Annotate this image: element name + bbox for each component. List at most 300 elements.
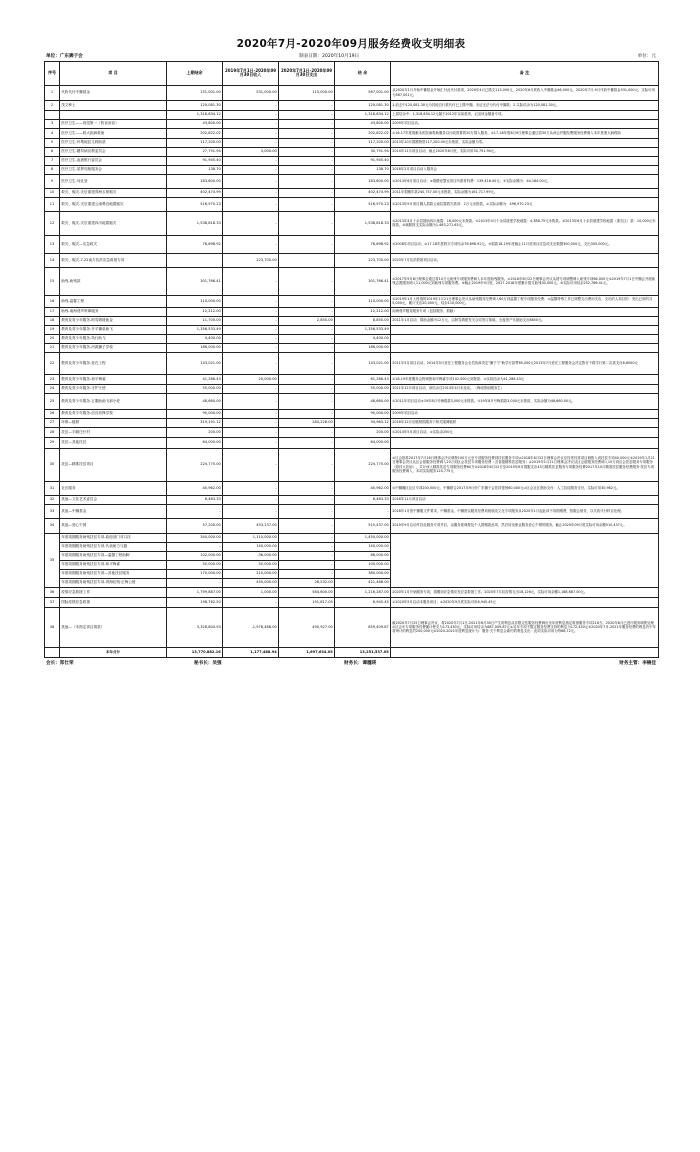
row-remark: 2013年10月捐赠物资117,200.00元未拨款，实际金额为零。 <box>391 138 659 147</box>
row-balance: 30,791.94 <box>335 147 391 156</box>
row-income: - <box>223 128 279 138</box>
table-row <box>45 334 659 343</box>
row-seq: 17 <box>45 307 60 316</box>
row-balance: 55,000.00 <box>335 384 391 393</box>
row-seq: 12 <box>45 211 60 235</box>
total-seq <box>45 647 60 657</box>
row-opening: 76,698.92 <box>167 235 223 253</box>
row-opening: 516,970.23 <box>167 197 223 211</box>
row-remark: ①18-19年度服务会拨调拨和平梅睿专项102,000元到拨款；②实际结余为41,286.43元 <box>391 374 659 384</box>
row-expense: - <box>279 542 335 551</box>
row-seq: 6 <box>45 147 60 156</box>
row-balance: 380,000.00 <box>335 569 391 578</box>
row-opening: 50,000.00 <box>167 560 223 569</box>
row-income: -1,978,468.00 <box>223 607 279 647</box>
row-expense: - <box>279 325 335 334</box>
row-income: - <box>223 325 279 334</box>
row-income: - <box>223 409 279 418</box>
row-income: - <box>223 481 279 495</box>
row-income: - <box>223 235 279 253</box>
row-seq: 10 <box>45 188 60 197</box>
row-expense: - <box>279 393 335 409</box>
row-income: - <box>223 418 279 427</box>
row-balance: 402,474.99 <box>335 188 391 197</box>
row-item: 教育及青少年服务-爱在工程 <box>60 352 167 374</box>
total-remark <box>391 647 659 657</box>
row-remark <box>391 343 659 352</box>
row-item: 医疗卫生——视觉第一（防盲治盲） <box>60 119 167 128</box>
row-item: 环保—植树 <box>60 418 167 427</box>
row-seq: 11 <box>45 197 60 211</box>
row-remark: 1.前去中120,081.30元为其他自行款代付已上缴中狮。未证无法为代付中狮款；2.实际结余为120,081.30元。 <box>391 100 659 110</box>
row-income: - <box>223 295 279 307</box>
table-row <box>45 409 659 418</box>
row-item: 救灾、赈灾-灾后重建青海玉树赈灾 <box>60 188 167 197</box>
row-opening: 224,775.00 <box>167 448 223 481</box>
row-balance: 140,000.00 <box>335 542 391 551</box>
row-remark: 2014年11月项目启动，截止2020年6月底，实际可用30,791.94元。 <box>391 147 659 156</box>
row-seq: 23 <box>45 374 60 384</box>
total-row <box>45 647 659 657</box>
row-expense: - <box>279 374 335 384</box>
row-opening: - <box>167 504 223 518</box>
table-header-row <box>45 62 659 86</box>
row-remark: ①2008年项目启动；②17-18年度救灾专项结余76,698.92元。③捐款18-19年度截止11月底项目应急项支出数据300,000元，支出300,000元。 <box>391 235 659 253</box>
row-income: - <box>223 197 279 211</box>
total-label: 本年合计 <box>60 647 167 657</box>
row-seq: 37 <box>45 597 60 607</box>
row-seq: 29 <box>45 437 60 448</box>
row-income: 50,000.00 <box>223 560 279 569</box>
row-balance: 1,216,287.00 <box>335 587 391 597</box>
row-expense: - <box>279 147 335 156</box>
row-opening: 340,000.00 <box>167 533 223 542</box>
table-row <box>45 165 659 174</box>
row-income: - <box>223 119 279 128</box>
row-balance: 61,286.43 <box>335 374 391 384</box>
row-item: 救灾、赈灾—应急救灾 <box>60 235 167 253</box>
row-seq: 36 <box>45 587 60 597</box>
row-opening: 4,400.00 <box>167 334 223 343</box>
row-income: -36,000.00 <box>223 551 279 560</box>
row-expense: - <box>279 569 335 578</box>
row-balance: 138.70 <box>335 165 391 174</box>
row-expense: - <box>279 307 335 316</box>
row-expense: - <box>279 409 335 418</box>
table-row <box>45 518 659 533</box>
row-balance: 64,000.00 <box>335 437 391 448</box>
row-item <box>60 110 167 119</box>
row-remark: ①2013年4月十余县援助四川地震：16,000元未拨款。②2013年4月十余县援建学校地震：4,388.75元未拨款。③2013年6月十余县援建学校地震（重灾区）款：10,000元未拨款。④减除拨支实际余额为1,463,271.63元。 <box>391 211 659 235</box>
table-body <box>45 85 659 647</box>
table-row <box>45 100 659 110</box>
row-opening: 319,191.12 <box>167 418 223 427</box>
header-income: 2019年7月1日-2020年09月30日收入 <box>223 62 279 86</box>
row-opening: 1,538,818.33 <box>167 211 223 235</box>
row-item: 年度周期服务助残扶贫专项-和平梅睿 <box>60 560 167 569</box>
row-item: 助残-南海聋声听障服务 <box>60 307 167 316</box>
table-row <box>45 267 659 295</box>
row-seq: 25 <box>45 393 60 409</box>
row-income: - <box>223 165 279 174</box>
row-opening: 90,000.00 <box>167 409 223 418</box>
table-row <box>45 211 659 235</box>
president-signature: 会长：郑仕荣 <box>46 660 74 666</box>
row-remark <box>391 533 659 587</box>
row-item: 救灾、赈灾-灾后重建四川地震赈灾 <box>60 211 167 235</box>
row-item: 医疗卫生-母乳爱 <box>60 174 167 188</box>
row-seq: 34 <box>45 518 60 533</box>
table-row <box>45 147 659 156</box>
row-opening: - <box>167 542 223 551</box>
row-expense: - <box>279 235 335 253</box>
row-expense: - <box>279 560 335 569</box>
row-expense: - <box>279 174 335 188</box>
row-remark: 上届结余中：1,318,634.12元属于2012年以前款项，记录该金额备专项。 <box>391 110 659 119</box>
row-expense: - <box>279 211 335 235</box>
row-remark: 截2020年7月25日理事会决议，将2020年7月1日-2021年6月30日产生的利息从非限定性服务经费调出至年度利息指定救援服务专项216万。2020年6月已进行服务调拨处理①区会年专项服务经费累计使支为173,430元，实际可用结余为687,009.87元②另年专项不限定服务经费支持的利息为172,430元③2020年7月-2021年服务经费的利息有中年将审计的利息约200,000元④2020-2021年度利息统计为：服务·关于利息合新约的利息支出：此项实际可用为每68,72元。 <box>391 607 659 647</box>
row-balance: 43,800.00 <box>335 119 391 128</box>
row-income: - <box>223 174 279 188</box>
row-item: 年度周期服务助残扶贫专项-青海抗残·正梅公援 <box>60 578 167 587</box>
row-income: - <box>223 437 279 448</box>
row-remark: 2018年1月按中狮服文件要求，中狮基金、中狮资以服务经费项统收改文北专项服务从2020年1月起此项不再捐赠费，按服会财务，以代收代付科目处理。 <box>391 504 659 518</box>
row-item: 医疗卫生——救大疾病救助 <box>60 128 167 138</box>
header-opening: 上期结余 <box>167 62 223 86</box>
table-row <box>45 307 659 316</box>
row-opening: 57,200.00 <box>167 518 223 533</box>
row-opening: 402,474.99 <box>167 188 223 197</box>
table-row <box>45 316 659 325</box>
row-balance: 120,081.30 <box>335 100 391 110</box>
row-expense: - <box>279 334 335 343</box>
row-expense: - <box>279 267 335 295</box>
table-row <box>45 437 659 448</box>
table-row <box>45 138 659 147</box>
row-seq: 16 <box>45 295 60 307</box>
row-balance: - <box>335 504 391 518</box>
table-row <box>45 253 659 267</box>
row-item: 医疗卫生-怀集地贫儿救助款 <box>60 138 167 147</box>
row-remark: 2018年2月项目启动入服务会 <box>391 165 659 174</box>
row-opening: 1,799,887.00 <box>167 587 223 597</box>
row-balance: 76,698.92 <box>335 235 391 253</box>
row-opening: 198,762.50 <box>167 597 223 607</box>
row-opening: 48,660.00 <box>167 393 223 409</box>
row-seq: 20 <box>45 334 60 343</box>
row-seq: 19 <box>45 325 60 334</box>
row-income: - <box>223 343 279 352</box>
row-remark: 2016年11月项目启动 <box>391 495 659 504</box>
row-item: 医疗卫生-血液银行委员会 <box>60 156 167 165</box>
table-row <box>45 128 659 138</box>
row-expense: - <box>279 156 335 165</box>
row-expense: 28,532.00 <box>279 578 335 587</box>
row-income: 210,000.00 <box>223 569 279 578</box>
row-opening: 301,766.41 <box>167 267 223 295</box>
row-seq: 31 <box>45 481 60 495</box>
row-remark <box>391 325 659 334</box>
row-seq: 35 <box>45 533 60 587</box>
row-remark: ①2013年9月项目狮人捐款云南抗震救灾款项：2万元未拨款。②实际余额为：496,970.23元 <box>391 197 659 211</box>
row-expense: 115,000.00 <box>279 85 335 100</box>
row-item: 年度周期服务助残扶贫专项-代表助力与跑 <box>60 542 167 551</box>
row-expense: - <box>279 518 335 533</box>
row-opening: 143,021.00 <box>167 352 223 374</box>
row-item: 扶贫—丰顺庄什村 <box>60 427 167 437</box>
row-seq: 3 <box>45 119 60 128</box>
row-expense: - <box>279 352 335 374</box>
table-row <box>45 110 659 119</box>
row-item: 医疗卫生-糖尿病宣教委员会 <box>60 147 167 156</box>
row-balance: 143,021.00 <box>335 352 391 374</box>
table-row <box>45 235 659 253</box>
row-seq: 4 <box>45 128 60 138</box>
row-balance: 12,212.00 <box>335 307 391 316</box>
row-item: 年度周期服务助残扶贫专项—温馨工程助脚 <box>60 551 167 560</box>
row-expense: 490,927.00 <box>279 607 335 647</box>
secretary-signature: 秘书长：吴强 <box>194 660 222 666</box>
row-income: 3,000.00 <box>223 147 279 156</box>
row-seq: 18 <box>45 316 60 325</box>
row-income: - <box>223 100 279 110</box>
table-row <box>45 607 659 647</box>
row-balance: 8,463.33 <box>335 495 391 504</box>
row-income: 223,700.00 <box>223 253 279 267</box>
table-row <box>45 597 659 607</box>
row-income: - <box>223 188 279 197</box>
row-expense: - <box>279 427 335 437</box>
row-item: 教育及青少年服务-阿雪姆援助金 <box>60 316 167 325</box>
row-remark: ①2020年5月启动本服务项目；②2020年9月底实际可用6,945.45元 <box>391 597 659 607</box>
row-seq: 21 <box>45 343 60 352</box>
row-item: 教育及青少年服务-河源狮子学校 <box>60 343 167 352</box>
row-seq: 13 <box>45 235 60 253</box>
row-opening: 91,945.40 <box>167 156 223 165</box>
row-remark: 2019年9月启动并扶此服务专项并启，由服务款调拨及个人捐赠款此项，然后转至职业服务爱心午餐的服务。截止2020年09月底实际可用余额510,437元。 <box>391 518 659 533</box>
row-seq: 1 <box>45 85 60 100</box>
row-balance: 516,970.23 <box>335 197 391 211</box>
row-item: 国际疫情应急救援 <box>60 597 167 607</box>
row-remark: ①2019年1月入账捐的2019年1月21日理事会决议从助残服务经费调入60万到温馨工程专项服务经费；②温馨特殊工作已调整支出费用支出，支出的人项目的：发出已用的共5,000元，累计支出20,000元，结余110,000元。 <box>391 295 659 307</box>
row-income: - <box>223 334 279 343</box>
row-balance: 223,700.00 <box>335 253 391 267</box>
table-row <box>45 174 659 188</box>
row-item: 代收代付中狮基金 <box>60 85 167 100</box>
meta-line <box>44 52 658 61</box>
row-item: 其他—爱心午餐 <box>60 518 167 533</box>
row-balance: 4,400.00 <box>335 334 391 343</box>
table-row <box>45 325 659 334</box>
row-remark: 2011年5月项目启动。2014年5月爱在工程服务会全员协商决定"狮子宁"助学行款赞85,000元2015年7月爱在工程服务会决定拨付下路学行第二次款支付8,6000元 <box>391 352 659 374</box>
row-item: 年度周期服务助残扶贫专项-政府部门对口扶 <box>60 533 167 542</box>
row-income: - <box>223 352 279 374</box>
row-remark: 从2020年1月开始中狮基金开始汇付此代付款项，2020年4月已缴支115,000元，2020年6月底收入中狮基金46,000元，2020年7月-9月代收中狮基金531,000元，实际可用为567,001元。 <box>391 85 659 100</box>
row-item: 年度周期服务助残扶贫专项—其他扶贫服务 <box>60 569 167 578</box>
row-expense: - <box>279 138 335 147</box>
table-row <box>45 352 659 374</box>
row-balance: 301,766.41 <box>335 267 391 295</box>
row-expense: - <box>279 110 335 119</box>
row-income: - <box>223 495 279 504</box>
row-remark: 2009年项目启动 <box>391 409 659 418</box>
table-row <box>45 481 659 495</box>
row-balance: 567,001.00 <box>335 85 391 100</box>
table-row <box>45 295 659 307</box>
row-remark: 2020年1月开始服务专项，捐赠到应急情应发应急救援工作。2020年7月抗疫情支出18,126元，实际可用余额1,188,687.00元。 <box>391 587 659 597</box>
row-opening: - <box>167 578 223 587</box>
row-remark: ①2017年9月8日理事会通过将10万元助残专项服务费调入本年度助残服务。②2018年6月22日理事会决议从援专项调整调入助残专项66,000元③2019年7月1日中狮会开展助残志愿服务调入11,000元到助残专项服务费。④截止2019年9月底，2017-2018年度累计捐支助残30,000元。⑤实际可用结余252,766.41元。 <box>391 267 659 295</box>
row-expense: 284,228.00 <box>279 418 335 427</box>
row-expense: - <box>279 437 335 448</box>
row-remark: 2009年项目启动。 <box>391 119 659 128</box>
row-balance: 200.00 <box>335 427 391 437</box>
row-seq: 24 <box>45 384 60 393</box>
row-item: 其他—（未指定项目捐款） <box>60 607 167 647</box>
row-expense: 2,850.00 <box>279 316 335 325</box>
row-income: - <box>223 448 279 481</box>
accountant-signature: 财务主管：李楠佳 <box>619 660 656 666</box>
row-expense: - <box>279 384 335 393</box>
row-expense: - <box>279 119 335 128</box>
row-item: 救灾、赈灾-7.22南方抗洪应急救援专项 <box>60 253 167 267</box>
table-row <box>45 384 659 393</box>
table-row <box>45 85 659 100</box>
row-expense: 584,600.00 <box>279 587 335 597</box>
row-expense: - <box>279 533 335 542</box>
row-expense: 191,817.05 <box>279 597 335 607</box>
row-expense: - <box>279 504 335 518</box>
row-balance: 66,000.00 <box>335 551 391 560</box>
row-expense: - <box>279 295 335 307</box>
row-balance: 202,822.02 <box>335 128 391 138</box>
row-opening: 138.70 <box>167 165 223 174</box>
row-expense <box>279 253 335 267</box>
row-opening: 110,000.00 <box>167 295 223 307</box>
row-remark: 2011年12月项目启动，该结余自2013年4月未变动。（梅南资助服务生） <box>391 384 659 393</box>
row-seq: 30 <box>45 448 60 481</box>
row-item: 社区服务 <box>60 481 167 495</box>
row-remark <box>391 437 659 448</box>
row-balance: 100,000.00 <box>335 560 391 569</box>
row-item: 医疗卫生-星梦同航服务会 <box>60 165 167 174</box>
row-seq: 2 <box>45 100 60 110</box>
total-opening: 13,770,882.16 <box>167 647 223 657</box>
row-seq: 32 <box>45 495 60 504</box>
row-income: - <box>223 316 279 325</box>
table-row <box>45 504 659 518</box>
row-remark: ①2011年项目启动②19年8月号梅捐款3,000元未拨款。③19年8月号梅捐款3,000元未拨款，实际余额为48,660.00元。 <box>391 393 659 409</box>
row-balance: 34,963.12 <box>335 418 391 427</box>
row-item: 疫情应急救援工作 <box>60 587 167 597</box>
total-expense: 1,697,634.05 <box>279 647 335 657</box>
row-remark: 2020年7月抗洪救援项目启动。 <box>391 253 659 267</box>
row-opening: 1,356,533.49 <box>167 325 223 334</box>
row-income: 1,110,000.00 <box>223 533 279 542</box>
row-opening: 41,286.43 <box>167 374 223 384</box>
row-income: - <box>223 156 279 165</box>
table-row <box>45 427 659 437</box>
row-balance: 224,775.00 <box>335 448 391 481</box>
row-seq: 14 <box>45 253 60 267</box>
row-expense: - <box>279 481 335 495</box>
table-row <box>45 197 659 211</box>
row-income: 453,237.00 <box>223 518 279 533</box>
row-expense: - <box>279 343 335 352</box>
row-remark: 2011年捐赠年款240,757.00元未拨款，实际余额为161,717.99元。 <box>391 188 659 197</box>
table-row <box>45 587 659 597</box>
row-opening: 64,000.00 <box>167 437 223 448</box>
row-remark: 2011年1月启动，捐助金额为12万元，由阿雪姆建发关合同签订基础，全盘资产代援助支出8850元。 <box>391 316 659 325</box>
row-remark <box>391 334 659 343</box>
document-title: 2020年7月-2020年09月服务经费收支明细表 <box>236 38 466 50</box>
row-expense: - <box>279 165 335 174</box>
row-income: - <box>223 393 279 409</box>
row-item: 助残-助残款 <box>60 267 167 295</box>
row-balance: 110,000.00 <box>335 295 391 307</box>
row-opening: 43,800.00 <box>167 119 223 128</box>
row-income: - <box>223 211 279 235</box>
row-opening: 55,000.00 <box>167 384 223 393</box>
row-remark: 2016年12月后植树捐服务于林关服调植树 <box>391 418 659 427</box>
row-seq: 15 <box>45 267 60 295</box>
row-income: - <box>223 307 279 316</box>
row-income: 1,000.00 <box>223 587 279 597</box>
row-seq: 5 <box>45 138 60 147</box>
row-item: 教育及青少年服务-和平梅睿 <box>60 374 167 384</box>
table-row <box>45 119 659 128</box>
row-income: - <box>223 138 279 147</box>
row-seq: 7 <box>45 156 60 165</box>
organization-label: 单位：广东狮子会 <box>46 54 83 59</box>
row-remark: ①16-17年度捐献本医院病救助服务以行政预算的20万捐入服务。②17-18年度8月9日理事会通过将30万从该会并服经费服务经费调入本年度重大病救助 <box>391 128 659 138</box>
header-balance: 结 余 <box>335 62 391 86</box>
row-balance: 48,660.00 <box>335 393 391 409</box>
header-seq: 序号 <box>45 62 60 86</box>
row-item: 其他—中狮基金 <box>60 504 167 518</box>
row-balance: 859,409.87 <box>335 607 391 647</box>
row-balance: 421,468.00 <box>335 578 391 587</box>
row-balance: 40,962.00 <box>335 481 391 495</box>
row-item: 扶贫—其他扶贫 <box>60 437 167 448</box>
row-balance: 117,200.00 <box>335 138 391 147</box>
row-expense: - <box>279 197 335 211</box>
row-expense: - <box>279 448 335 481</box>
row-balance: 186,000.00 <box>335 343 391 352</box>
row-expense: - <box>279 551 335 560</box>
table-row <box>45 188 659 197</box>
row-expense: - <box>279 128 335 138</box>
table-row <box>45 393 659 409</box>
table-row <box>45 533 659 542</box>
row-opening: 27,791.94 <box>167 147 223 156</box>
header-expense: 2020年7月1日-2020年09月30日支出 <box>279 62 335 86</box>
row-opening: 117,200.00 <box>167 138 223 147</box>
row-opening: 151,001.00 <box>167 85 223 100</box>
row-opening: 1,318,634.12 <box>167 110 223 119</box>
row-opening: 102,000.00 <box>167 551 223 560</box>
row-item: 救灾、赈灾-灾后重建云南彝良地震赈灾 <box>60 197 167 211</box>
row-balance: 510,437.00 <box>335 518 391 533</box>
row-item: 其他—文化艺术委员会 <box>60 495 167 504</box>
row-opening: 11,700.00 <box>167 316 223 325</box>
row-balance: 1,450,000.00 <box>335 533 391 542</box>
row-remark: 南海聋声服务服务专项（包括服务、捐献） <box>391 307 659 316</box>
row-opening: 200.00 <box>167 427 223 437</box>
row-income: - <box>223 267 279 295</box>
row-seq <box>45 110 60 119</box>
table-row <box>45 448 659 481</box>
